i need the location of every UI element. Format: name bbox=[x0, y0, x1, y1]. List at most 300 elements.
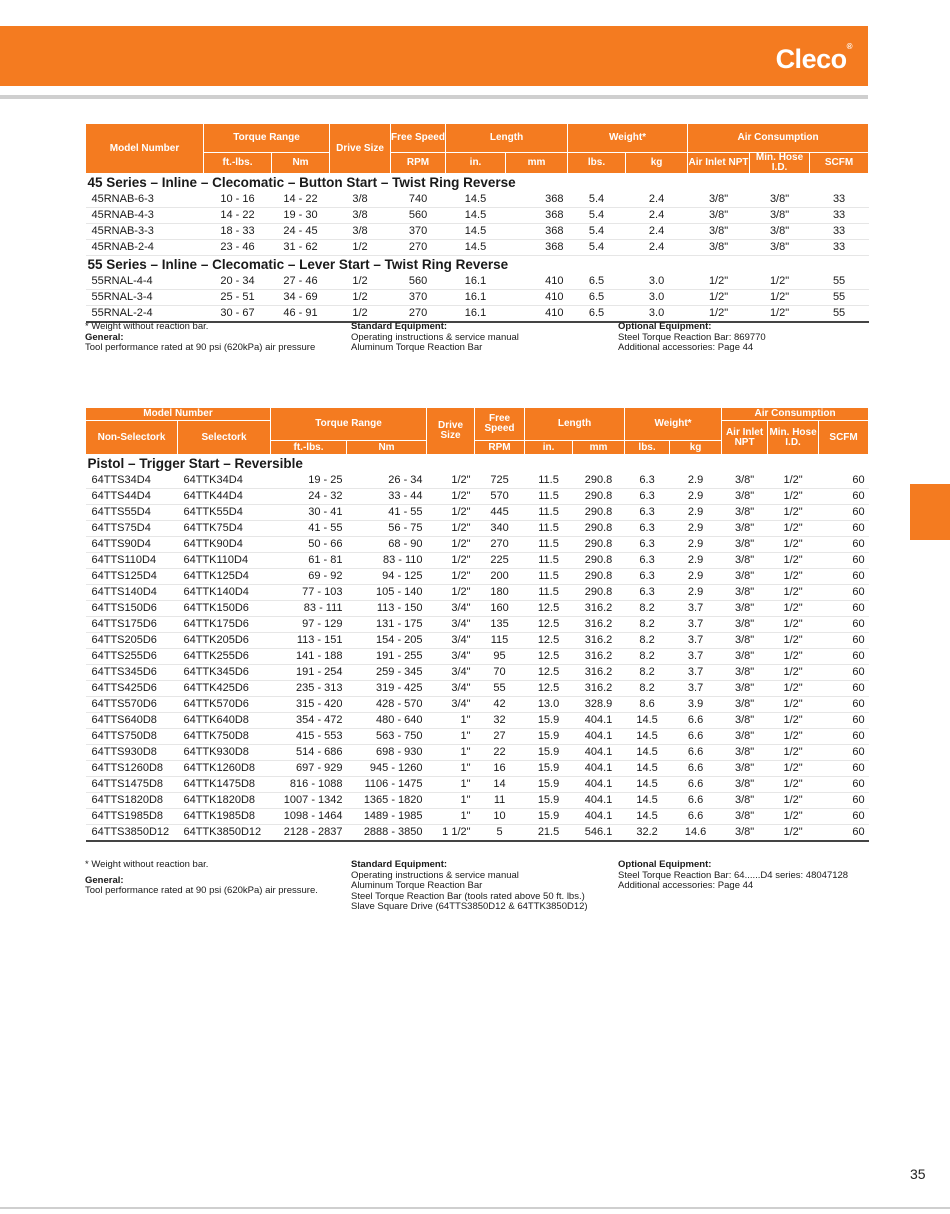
header-free-speed: Free Speed bbox=[475, 408, 525, 441]
non-selectork-model: 64TTS640D8 bbox=[86, 713, 178, 729]
scfm: 60 bbox=[819, 665, 869, 681]
length-mm: 316.2 bbox=[573, 649, 625, 665]
drive-size: 1/2" bbox=[427, 473, 475, 489]
torque-ft-lbs: 354 - 472 bbox=[271, 713, 347, 729]
general-label: General: bbox=[85, 874, 124, 886]
air-inlet-npt: 3/8" bbox=[722, 761, 768, 777]
air-inlet-npt: 3/8" bbox=[722, 585, 768, 601]
header-min-hose-id: Min. Hose I.D. bbox=[750, 153, 810, 174]
length-in: 12.5 bbox=[525, 665, 573, 681]
drive-size: 3/8 bbox=[330, 224, 391, 240]
min-hose-id: 1/2" bbox=[768, 505, 819, 521]
free-speed-rpm: 225 bbox=[475, 553, 525, 569]
weight-lbs: 8.2 bbox=[625, 633, 670, 649]
min-hose-id: 1/2" bbox=[768, 569, 819, 585]
weight-lbs: 8.2 bbox=[625, 649, 670, 665]
scfm: 60 bbox=[819, 761, 869, 777]
header-scfm: SCFM bbox=[819, 421, 869, 455]
pistol-tools-spec-table bbox=[85, 407, 869, 842]
air-inlet-npt: 1/2" bbox=[688, 290, 750, 306]
min-hose-id: 1/2" bbox=[768, 601, 819, 617]
header-non-selectork: Non-Selectork bbox=[86, 421, 178, 455]
model-number: 45RNAB-2-4 bbox=[86, 240, 204, 256]
air-inlet-npt: 3/8" bbox=[722, 521, 768, 537]
header-drive-size: Drive Size bbox=[330, 124, 391, 174]
selectork-model: 64TTK55D4 bbox=[178, 505, 271, 521]
standard-item: Operating instructions & service manual bbox=[351, 869, 519, 881]
table-row bbox=[86, 633, 869, 649]
free-speed-rpm: 570 bbox=[475, 489, 525, 505]
non-selectork-model: 64TTS150D6 bbox=[86, 601, 178, 617]
torque-ft-lbs: 50 - 66 bbox=[271, 537, 347, 553]
air-inlet-npt: 3/8" bbox=[688, 192, 750, 208]
min-hose-id: 1/2" bbox=[768, 745, 819, 761]
length-in: 15.9 bbox=[525, 729, 573, 745]
torque-nm: 41 - 55 bbox=[347, 505, 427, 521]
optional-label: Optional Equipment: bbox=[618, 321, 712, 332]
min-hose-id: 3/8" bbox=[750, 208, 810, 224]
header-min-hose-id: Min. Hose I.D. bbox=[768, 421, 819, 455]
table-row bbox=[86, 521, 869, 537]
scfm: 60 bbox=[819, 617, 869, 633]
scfm: 60 bbox=[819, 729, 869, 745]
free-speed-rpm: 11 bbox=[475, 793, 525, 809]
torque-ft-lbs: 23 - 46 bbox=[204, 240, 272, 256]
torque-ft-lbs: 235 - 313 bbox=[271, 681, 347, 697]
drive-size: 1/2" bbox=[427, 505, 475, 521]
header-torque-range: Torque Range bbox=[271, 408, 427, 441]
free-speed-rpm: 560 bbox=[391, 208, 446, 224]
air-inlet-npt: 3/8" bbox=[688, 240, 750, 256]
torque-nm: 31 - 62 bbox=[272, 240, 330, 256]
scfm: 55 bbox=[810, 290, 869, 306]
length-mm: 316.2 bbox=[573, 601, 625, 617]
selectork-model: 64TTK1985D8 bbox=[178, 809, 271, 825]
header-model-number: Model Number bbox=[86, 124, 204, 174]
weight-lbs: 6.3 bbox=[625, 553, 670, 569]
weight-lbs: 6.3 bbox=[625, 521, 670, 537]
header-rpm: RPM bbox=[391, 153, 446, 174]
min-hose-id: 1/2" bbox=[768, 649, 819, 665]
model-number: 45RNAB-6-3 bbox=[86, 192, 204, 208]
min-hose-id: 3/8" bbox=[750, 240, 810, 256]
header-air-inlet-npt: Air Inlet NPT bbox=[722, 421, 768, 455]
length-in: 11.5 bbox=[525, 585, 573, 601]
free-speed-rpm: 370 bbox=[391, 224, 446, 240]
scfm: 33 bbox=[810, 240, 869, 256]
min-hose-id: 1/2" bbox=[768, 473, 819, 489]
drive-size: 1" bbox=[427, 777, 475, 793]
weight-kg: 3.0 bbox=[626, 274, 688, 290]
scfm: 60 bbox=[819, 713, 869, 729]
air-inlet-npt: 3/8" bbox=[722, 505, 768, 521]
selectork-model: 64TTK150D6 bbox=[178, 601, 271, 617]
section-title: 55 Series – Inline – Clecomatic – Lever Start – Twist Ring Reverse bbox=[87, 257, 509, 272]
model-number: 55RNAL-3-4 bbox=[86, 290, 204, 306]
min-hose-id: 1/2" bbox=[768, 665, 819, 681]
min-hose-id: 1/2" bbox=[750, 274, 810, 290]
weight-kg: 3.7 bbox=[670, 665, 722, 681]
length-mm: 404.1 bbox=[573, 793, 625, 809]
header-lbs: lbs. bbox=[568, 153, 626, 174]
non-selectork-model: 64TTS1475D8 bbox=[86, 777, 178, 793]
length-in: 12.5 bbox=[525, 649, 573, 665]
header-nm: Nm bbox=[347, 441, 427, 455]
scfm: 60 bbox=[819, 489, 869, 505]
non-selectork-model: 64TTS205D6 bbox=[86, 633, 178, 649]
length-in: 11.5 bbox=[525, 505, 573, 521]
weight-lbs: 5.4 bbox=[568, 224, 626, 240]
table-row bbox=[86, 793, 869, 809]
weight-lbs: 14.5 bbox=[625, 761, 670, 777]
length-mm: 328.9 bbox=[573, 697, 625, 713]
length-mm: 290.8 bbox=[573, 473, 625, 489]
weight-lbs: 6.3 bbox=[625, 505, 670, 521]
length-in: 14.5 bbox=[446, 240, 506, 256]
header-lbs: lbs. bbox=[625, 441, 670, 455]
weight-lbs: 5.4 bbox=[568, 208, 626, 224]
scfm: 60 bbox=[819, 697, 869, 713]
table-row bbox=[86, 473, 869, 489]
selectork-model: 64TTK930D8 bbox=[178, 745, 271, 761]
length-mm: 290.8 bbox=[573, 537, 625, 553]
selectork-model: 64TTK425D6 bbox=[178, 681, 271, 697]
table-row bbox=[86, 617, 869, 633]
non-selectork-model: 64TTS140D4 bbox=[86, 585, 178, 601]
scfm: 60 bbox=[819, 521, 869, 537]
torque-ft-lbs: 14 - 22 bbox=[204, 208, 272, 224]
table1-optional-equipment bbox=[618, 322, 868, 354]
drive-size: 3/4" bbox=[427, 617, 475, 633]
min-hose-id: 1/2" bbox=[768, 537, 819, 553]
air-inlet-npt: 3/8" bbox=[722, 713, 768, 729]
selectork-model: 64TTK255D6 bbox=[178, 649, 271, 665]
weight-kg: 6.6 bbox=[670, 713, 722, 729]
weight-lbs: 8.2 bbox=[625, 617, 670, 633]
free-speed-rpm: 340 bbox=[475, 521, 525, 537]
table-row bbox=[86, 290, 869, 306]
non-selectork-model: 64TTS44D4 bbox=[86, 489, 178, 505]
torque-nm: 24 - 45 bbox=[272, 224, 330, 240]
standard-item: Operating instructions & service manual bbox=[351, 331, 519, 343]
selectork-model: 64TTK205D6 bbox=[178, 633, 271, 649]
torque-ft-lbs: 25 - 51 bbox=[204, 290, 272, 306]
drive-size: 3/8 bbox=[330, 208, 391, 224]
air-inlet-npt: 3/8" bbox=[722, 553, 768, 569]
weight-lbs: 8.2 bbox=[625, 665, 670, 681]
min-hose-id: 1/2" bbox=[768, 777, 819, 793]
standard-item: Aluminum Torque Reaction Bar bbox=[351, 342, 483, 353]
drive-size: 1/2 bbox=[330, 306, 391, 323]
torque-nm: 46 - 91 bbox=[272, 306, 330, 323]
min-hose-id: 1/2" bbox=[768, 617, 819, 633]
torque-ft-lbs: 77 - 103 bbox=[271, 585, 347, 601]
torque-nm: 113 - 150 bbox=[347, 601, 427, 617]
header-ft-lbs: ft.-lbs. bbox=[271, 441, 347, 455]
weight-kg: 3.7 bbox=[670, 649, 722, 665]
section-title: 45 Series – Inline – Clecomatic – Button Start – Twist Ring Reverse bbox=[87, 175, 516, 190]
length-mm: 404.1 bbox=[573, 729, 625, 745]
min-hose-id: 1/2" bbox=[768, 809, 819, 825]
air-inlet-npt: 3/8" bbox=[722, 729, 768, 745]
free-speed-rpm: 370 bbox=[391, 290, 446, 306]
torque-nm: 33 - 44 bbox=[347, 489, 427, 505]
torque-nm: 68 - 90 bbox=[347, 537, 427, 553]
table2-standard-equipment bbox=[351, 860, 616, 913]
table-row bbox=[86, 569, 869, 585]
header-drive-size: Drive Size bbox=[427, 408, 475, 455]
weight-note: * Weight without reaction bar. bbox=[85, 321, 209, 332]
drive-size: 1/2" bbox=[427, 537, 475, 553]
table-row bbox=[86, 585, 869, 601]
scfm: 60 bbox=[819, 569, 869, 585]
table1-standard-equipment bbox=[351, 322, 611, 354]
scfm: 60 bbox=[819, 825, 869, 842]
selectork-model: 64TTK570D6 bbox=[178, 697, 271, 713]
free-speed-rpm: 70 bbox=[475, 665, 525, 681]
air-inlet-npt: 3/8" bbox=[722, 697, 768, 713]
drive-size: 3/4" bbox=[427, 665, 475, 681]
torque-ft-lbs: 20 - 34 bbox=[204, 274, 272, 290]
general-text: Tool performance rated at 90 psi (620kPa) air pressure. bbox=[85, 885, 318, 896]
torque-ft-lbs: 113 - 151 bbox=[271, 633, 347, 649]
drive-size: 1" bbox=[427, 793, 475, 809]
scfm: 60 bbox=[819, 553, 869, 569]
non-selectork-model: 64TTS930D8 bbox=[86, 745, 178, 761]
min-hose-id: 1/2" bbox=[768, 681, 819, 697]
weight-kg: 2.9 bbox=[670, 521, 722, 537]
drive-size: 1/2" bbox=[427, 553, 475, 569]
torque-ft-lbs: 61 - 81 bbox=[271, 553, 347, 569]
selectork-model: 64TTK125D4 bbox=[178, 569, 271, 585]
standard-item: Slave Square Drive (64TTS3850D12 & 64TTK3850D12) bbox=[351, 901, 588, 912]
non-selectork-model: 64TTS175D6 bbox=[86, 617, 178, 633]
length-in: 11.5 bbox=[525, 521, 573, 537]
torque-ft-lbs: 30 - 41 bbox=[271, 505, 347, 521]
free-speed-rpm: 42 bbox=[475, 697, 525, 713]
min-hose-id: 1/2" bbox=[750, 290, 810, 306]
air-inlet-npt: 3/8" bbox=[722, 793, 768, 809]
length-in: 11.5 bbox=[525, 553, 573, 569]
length-in: 15.9 bbox=[525, 793, 573, 809]
length-mm: 290.8 bbox=[573, 489, 625, 505]
length-mm: 316.2 bbox=[573, 633, 625, 649]
scfm: 60 bbox=[819, 473, 869, 489]
min-hose-id: 1/2" bbox=[768, 761, 819, 777]
weight-kg: 14.6 bbox=[670, 825, 722, 842]
optional-item: Steel Torque Reaction Bar: 869770 bbox=[618, 331, 766, 343]
non-selectork-model: 64TTS345D6 bbox=[86, 665, 178, 681]
drive-size: 1" bbox=[427, 809, 475, 825]
weight-kg: 6.6 bbox=[670, 745, 722, 761]
drive-size: 1/2" bbox=[427, 489, 475, 505]
optional-item: Additional accessories: Page 44 bbox=[618, 342, 754, 353]
length-in: 21.5 bbox=[525, 825, 573, 842]
free-speed-rpm: 55 bbox=[475, 681, 525, 697]
torque-nm: 2888 - 3850 bbox=[347, 825, 427, 842]
non-selectork-model: 64TTS1820D8 bbox=[86, 793, 178, 809]
non-selectork-model: 64TTS750D8 bbox=[86, 729, 178, 745]
scfm: 55 bbox=[810, 274, 869, 290]
drive-size: 3/8 bbox=[330, 192, 391, 208]
length-in: 12.5 bbox=[525, 601, 573, 617]
weight-lbs: 6.3 bbox=[625, 489, 670, 505]
drive-size: 1" bbox=[427, 761, 475, 777]
torque-ft-lbs: 816 - 1088 bbox=[271, 777, 347, 793]
section-heading-row bbox=[86, 174, 869, 193]
scfm: 60 bbox=[819, 649, 869, 665]
selectork-model: 64TTK44D4 bbox=[178, 489, 271, 505]
cleco-logo: Cleco® bbox=[775, 42, 852, 74]
header-scfm: SCFM bbox=[810, 153, 869, 174]
header-weight: Weight* bbox=[625, 408, 722, 441]
table-row bbox=[86, 681, 869, 697]
section-heading-row bbox=[86, 256, 869, 275]
torque-nm: 945 - 1260 bbox=[347, 761, 427, 777]
air-inlet-npt: 3/8" bbox=[722, 633, 768, 649]
torque-ft-lbs: 2128 - 2837 bbox=[271, 825, 347, 842]
weight-kg: 3.7 bbox=[670, 617, 722, 633]
header-ft-lbs: ft.-lbs. bbox=[204, 153, 272, 174]
weight-lbs: 14.5 bbox=[625, 809, 670, 825]
header-weight: Weight* bbox=[568, 124, 688, 153]
selectork-model: 64TTK75D4 bbox=[178, 521, 271, 537]
air-inlet-npt: 3/8" bbox=[688, 208, 750, 224]
header-free-speed: Free Speed bbox=[391, 124, 446, 153]
free-speed-rpm: 27 bbox=[475, 729, 525, 745]
torque-ft-lbs: 69 - 92 bbox=[271, 569, 347, 585]
length-mm: 290.8 bbox=[573, 569, 625, 585]
torque-nm: 191 - 255 bbox=[347, 649, 427, 665]
weight-kg: 6.6 bbox=[670, 777, 722, 793]
selectork-model: 64TTK140D4 bbox=[178, 585, 271, 601]
torque-ft-lbs: 97 - 129 bbox=[271, 617, 347, 633]
drive-size: 1/2" bbox=[427, 521, 475, 537]
torque-nm: 83 - 110 bbox=[347, 553, 427, 569]
weight-lbs: 6.3 bbox=[625, 569, 670, 585]
non-selectork-model: 64TTS75D4 bbox=[86, 521, 178, 537]
torque-ft-lbs: 1098 - 1464 bbox=[271, 809, 347, 825]
torque-nm: 154 - 205 bbox=[347, 633, 427, 649]
header-air-consumption: Air Consumption bbox=[688, 124, 869, 153]
free-speed-rpm: 560 bbox=[391, 274, 446, 290]
non-selectork-model: 64TTS255D6 bbox=[86, 649, 178, 665]
selectork-model: 64TTK34D4 bbox=[178, 473, 271, 489]
air-inlet-npt: 3/8" bbox=[722, 809, 768, 825]
drive-size: 1 1/2" bbox=[427, 825, 475, 842]
non-selectork-model: 64TTS34D4 bbox=[86, 473, 178, 489]
min-hose-id: 1/2" bbox=[750, 306, 810, 323]
table-row bbox=[86, 729, 869, 745]
drive-size: 1" bbox=[427, 713, 475, 729]
free-speed-rpm: 10 bbox=[475, 809, 525, 825]
length-in: 15.9 bbox=[525, 713, 573, 729]
length-mm: 290.8 bbox=[573, 505, 625, 521]
weight-lbs: 32.2 bbox=[625, 825, 670, 842]
length-in: 11.5 bbox=[525, 473, 573, 489]
weight-lbs: 14.5 bbox=[625, 777, 670, 793]
weight-lbs: 8.6 bbox=[625, 697, 670, 713]
weight-lbs: 8.2 bbox=[625, 601, 670, 617]
weight-kg: 3.7 bbox=[670, 681, 722, 697]
min-hose-id: 1/2" bbox=[768, 793, 819, 809]
weight-note: * Weight without reaction bar. bbox=[85, 859, 209, 870]
min-hose-id: 1/2" bbox=[768, 633, 819, 649]
torque-ft-lbs: 1007 - 1342 bbox=[271, 793, 347, 809]
air-inlet-npt: 3/8" bbox=[722, 649, 768, 665]
min-hose-id: 1/2" bbox=[768, 697, 819, 713]
weight-lbs: 14.5 bbox=[625, 793, 670, 809]
selectork-model: 64TTK345D6 bbox=[178, 665, 271, 681]
scfm: 33 bbox=[810, 192, 869, 208]
torque-ft-lbs: 315 - 420 bbox=[271, 697, 347, 713]
air-inlet-npt: 3/8" bbox=[722, 681, 768, 697]
scfm: 60 bbox=[819, 681, 869, 697]
drive-size: 3/4" bbox=[427, 681, 475, 697]
length-in: 14.5 bbox=[446, 192, 506, 208]
table-row bbox=[86, 489, 869, 505]
air-inlet-npt: 3/8" bbox=[722, 601, 768, 617]
weight-lbs: 14.5 bbox=[625, 713, 670, 729]
length-in: 12.5 bbox=[525, 633, 573, 649]
scfm: 60 bbox=[819, 793, 869, 809]
free-speed-rpm: 14 bbox=[475, 777, 525, 793]
drive-size: 1" bbox=[427, 745, 475, 761]
length-mm: 290.8 bbox=[573, 585, 625, 601]
weight-kg: 6.6 bbox=[670, 761, 722, 777]
torque-nm: 428 - 570 bbox=[347, 697, 427, 713]
header-model-number: Model Number bbox=[86, 408, 271, 421]
selectork-model: 64TTK750D8 bbox=[178, 729, 271, 745]
header-nm: Nm bbox=[272, 153, 330, 174]
length-in: 16.1 bbox=[446, 274, 506, 290]
length-in: 12.5 bbox=[525, 681, 573, 697]
header-air-consumption: Air Consumption bbox=[722, 408, 869, 421]
torque-nm: 26 - 34 bbox=[347, 473, 427, 489]
non-selectork-model: 64TTS110D4 bbox=[86, 553, 178, 569]
scfm: 60 bbox=[819, 585, 869, 601]
table-row bbox=[86, 761, 869, 777]
torque-nm: 1106 - 1475 bbox=[347, 777, 427, 793]
scfm: 60 bbox=[819, 633, 869, 649]
air-inlet-npt: 3/8" bbox=[722, 537, 768, 553]
table-row bbox=[86, 224, 869, 240]
torque-ft-lbs: 191 - 254 bbox=[271, 665, 347, 681]
weight-lbs: 6.3 bbox=[625, 473, 670, 489]
length-mm: 404.1 bbox=[573, 713, 625, 729]
torque-nm: 259 - 345 bbox=[347, 665, 427, 681]
length-in: 11.5 bbox=[525, 489, 573, 505]
header-mm: mm bbox=[573, 441, 625, 455]
scfm: 60 bbox=[819, 777, 869, 793]
header-torque-range: Torque Range bbox=[204, 124, 330, 153]
torque-nm: 319 - 425 bbox=[347, 681, 427, 697]
weight-lbs: 6.3 bbox=[625, 537, 670, 553]
table-row bbox=[86, 809, 869, 825]
length-in: 11.5 bbox=[525, 537, 573, 553]
length-mm: 290.8 bbox=[573, 521, 625, 537]
optional-item: Steel Torque Reaction Bar: 64......D4 series: 48047128 bbox=[618, 869, 849, 881]
table2-optional-equipment bbox=[618, 860, 868, 892]
length-in: 15.9 bbox=[525, 777, 573, 793]
torque-ft-lbs: 30 - 67 bbox=[204, 306, 272, 323]
length-mm: 368 bbox=[506, 192, 568, 208]
non-selectork-model: 64TTS425D6 bbox=[86, 681, 178, 697]
header-selectork: Selectork bbox=[178, 421, 271, 455]
min-hose-id: 1/2" bbox=[768, 585, 819, 601]
header-kg: kg bbox=[626, 153, 688, 174]
drive-size: 1" bbox=[427, 729, 475, 745]
